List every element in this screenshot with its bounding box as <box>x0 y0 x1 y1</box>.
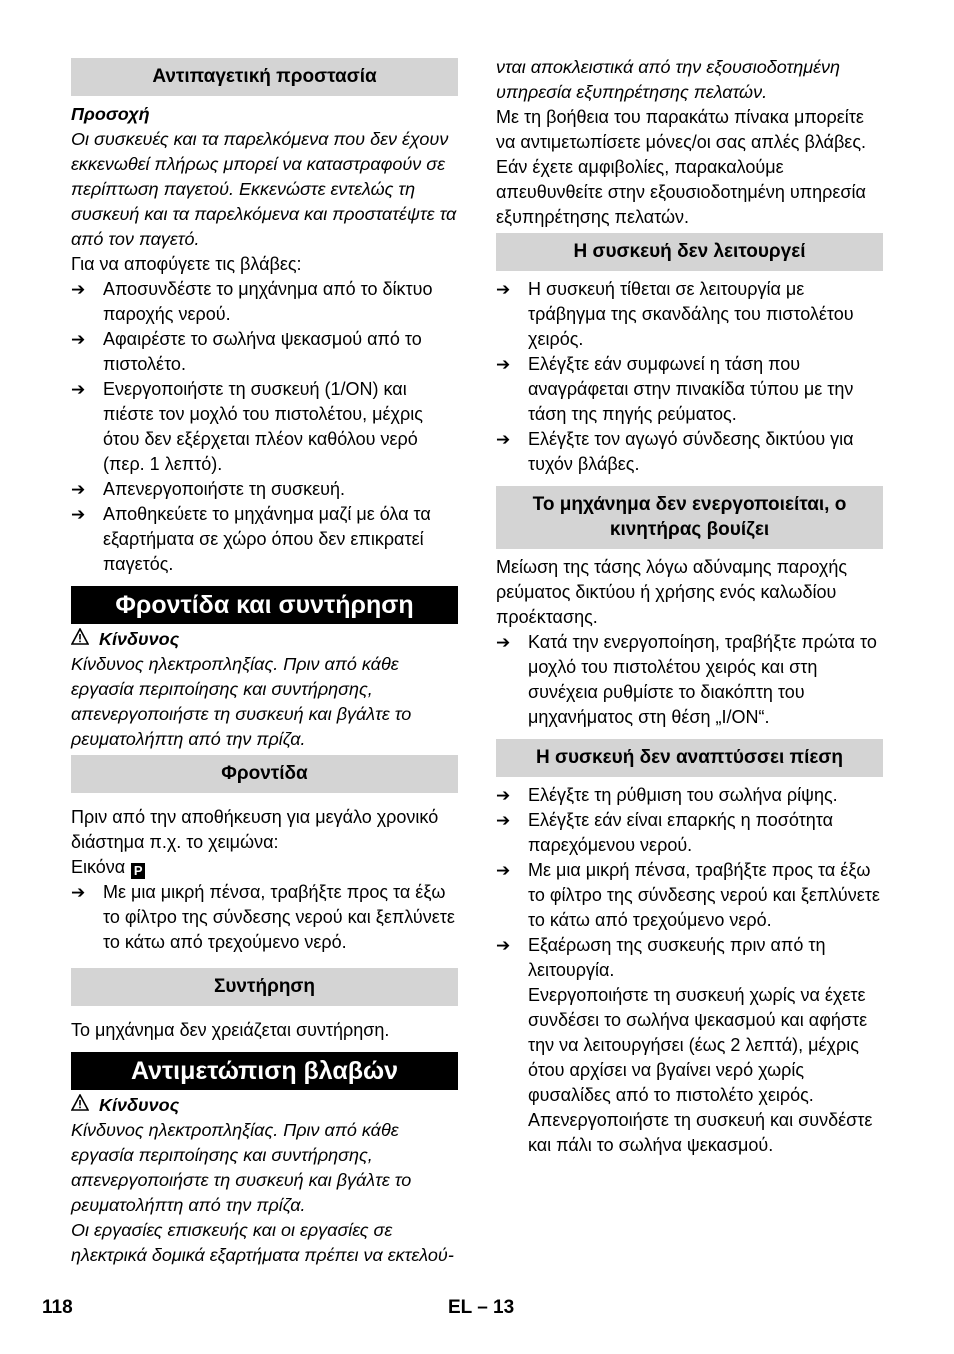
page-number: 118 <box>42 1297 73 1318</box>
danger-label: Κίνδυνος <box>71 627 458 652</box>
list-item: ➔ Ελέγξτε εάν είναι επαρκής η ποσότητα παρεχόμενου νερού. <box>496 810 834 855</box>
avoid-intro: Για να αποφύγετε τις βλάβες: <box>71 254 302 274</box>
list-item: ➔ Αποθηκεύετε το μηχάνημα μαζί με όλα τα εξαρτήματα σε χώρο όπου δεν επικρατεί παγετός. <box>71 504 431 574</box>
warning-triangle-icon <box>71 1093 89 1118</box>
caution-text: Οι συσκευές και τα παρελκόμενα που δεν έχουν εκκενωθεί πλήρως μπορεί να καταστραφούν σε περίπτωση παγετού. Εκκενώστε εντελώς τη συσκευή και τα παρελκόμενα και προστατέψτε τα από τον παγετό. <box>71 129 457 249</box>
heading-care: Φροντίδα <box>71 755 458 793</box>
hum-text: Μείωση της τάσης λόγω αδύναμης παροχής ρεύματος δικτύου ή χρήσης ενός καλωδίου προέκτασης. <box>496 557 848 627</box>
list-item: ➔ Εξαέρωση της συσκευής πριν από τη λειτουργία. <box>496 935 826 980</box>
arrow-right-icon: ➔ <box>496 430 511 449</box>
list-item: ➔ Ελέγξτε τη ρύθμιση του σωλήνα ρίψης. <box>496 783 883 808</box>
doubt-text: Εάν έχετε αμφιβολίες, παρακαλούμε απευθυνθείτε στην εξουσιοδοτημένη υπηρεσία εξυπηρέτησης πελατών. <box>496 157 866 227</box>
left-column <box>71 55 458 1268</box>
arrow-right-icon: ➔ <box>496 811 511 830</box>
hum-steps <box>496 630 883 730</box>
language-page-label: EL – 13 <box>448 1297 515 1318</box>
arrow-right-icon: ➔ <box>496 861 511 880</box>
arrow-right-icon: ➔ <box>496 786 511 805</box>
arrow-right-icon: ➔ <box>496 280 511 299</box>
danger-label-2: Κίνδυνος <box>71 1093 458 1118</box>
list-item: ➔ Αφαιρέστε το σωλήνα ψεκασμού από το πιστολέτο. <box>71 329 422 374</box>
list-item: ➔ Με μια μικρή πένσα, τραβήξτε προς τα έξω το φίλτρο της σύνδεσης νερού και ξεπλύνετε το κάτω από τρεχούμενο νερό. <box>496 860 880 930</box>
list-item: ➔ Με μια μικρή πένσα, τραβήξτε προς τα έξω το φίλτρο της σύνδεσης νερού και ξεπλύνετε το κάτω από τρεχούμενο νερό. <box>71 882 455 952</box>
repair-text-part2: νται αποκλειστικά από την εξουσιοδοτημένη υπηρεσία εξυπηρέτησης πελατών. <box>496 57 841 102</box>
list-item: ➔ Κατά την ενεργοποίηση, τραβήξτε πρώτα το μοχλό του πιστολέτου χειρός και στη συνέχεια ρυθμίστε το διακόπτη του μηχανήματος στη θέση „I/ON“. <box>496 632 877 727</box>
arrow-right-icon: ➔ <box>71 480 86 499</box>
list-item: ➔ Απενεργοποιήστε τη συσκευή. <box>71 477 458 502</box>
list-item: ➔ Η συσκευή τίθεται σε λειτουργία με τράβηγμα της σκανδάλης του πιστολέτου χειρός. <box>496 279 854 349</box>
arrow-right-icon: ➔ <box>496 355 511 374</box>
bleed-text: Ενεργοποιήστε τη συσκευή χωρίς να έχετε συνδέσει το σωλήνα ψεκασμού και αφήστε την να λειτουργήσει (έως 2 λεπτά), μέχρις ότου αρχίσει να βγαίνει νερό χωρίς φυσαλίδες από το πιστολέτο χειρός. Απενεργοποιήστε τη συσκευή και συνδέστε και πάλι το σωλήνα ψεκασμού. <box>528 985 873 1155</box>
arrow-right-icon: ➔ <box>71 380 86 399</box>
warning-triangle-icon <box>71 627 89 652</box>
arrow-right-icon: ➔ <box>71 280 86 299</box>
figure-ref: Εικόνα P <box>71 855 458 880</box>
caution-label: Προσοχή <box>71 104 150 124</box>
heading-antifreeze: Αντιπαγετική προστασία <box>71 58 458 96</box>
list-item: ➔ Αποσυνδέστε το μηχάνημα από το δίκτυο παροχής νερού. <box>71 279 433 324</box>
arrow-right-icon: ➔ <box>71 505 86 524</box>
heading-not-working: Η συσκευή δεν λειτουργεί <box>496 233 883 271</box>
heading-care-maintenance: Φροντίδα και συντήρηση <box>71 586 458 624</box>
not-working-steps <box>496 277 883 477</box>
table-text: Με τη βοήθεια του παρακάτω πίνακα μπορείτε να αντιμετωπίσετε μόνες/οι σας απλές βλάβες. <box>496 107 867 152</box>
list-item: ➔ Ελέγξτε τον αγωγό σύνδεσης δικτύου για τυχόν βλάβες. <box>496 429 854 474</box>
care-text: Πριν από την αποθήκευση για μεγάλο χρονικό διάστημα π.χ. το χειμώνα: <box>71 807 439 852</box>
figure-p-icon: P <box>131 863 145 879</box>
arrow-right-icon: ➔ <box>71 883 86 902</box>
list-item: ➔ Ελέγξτε εάν συμφωνεί η τάση που αναγράφεται στην πινακίδα τύπου με την τάση της πηγής ρεύματος. <box>496 354 854 424</box>
arrow-right-icon: ➔ <box>71 330 86 349</box>
antifreeze-steps <box>71 277 458 577</box>
repair-text-part1: Οι εργασίες επισκευής και οι εργασίες σε ηλεκτρικά δομικά εξαρτήματα πρέπει να εκτελού- <box>71 1220 454 1265</box>
right-column <box>496 55 883 1158</box>
list-item: ➔ Ενεργοποιήστε τη συσκευή (1/ON) και πιέστε τον μοχλό του πιστολέτου, μέχρις ότου δεν εξέρχεται πλέον καθόλου νερό (περ. 1 λεπτό). <box>71 379 423 474</box>
heading-motor-hum: Το μηχάνημα δεν ενεργοποιείται, ο κινητήρας βουίζει <box>496 486 883 549</box>
heading-no-pressure: Η συσκευή δεν αναπτύσσει πίεση <box>496 739 883 777</box>
heading-maintenance: Συντήρηση <box>71 968 458 1006</box>
care-steps <box>71 880 458 955</box>
heading-troubleshooting: Αντιμετώπιση βλαβών <box>71 1052 458 1090</box>
maintenance-text: Το μηχάνημα δεν χρειάζεται συντήρηση. <box>71 1020 390 1040</box>
pressure-steps <box>496 783 883 983</box>
danger-text-2: Κίνδυνος ηλεκτροπληξίας. Πριν από κάθε εργασία περιποίησης και συντήρησης, απενεργοποιήστε τη συσκευή και βγάλτε το ρευματολήπτη από την πρίζα. <box>71 1120 412 1215</box>
arrow-right-icon: ➔ <box>496 936 511 955</box>
arrow-right-icon: ➔ <box>496 633 511 652</box>
danger-text: Κίνδυνος ηλεκτροπληξίας. Πριν από κάθε εργασία περιποίησης και συντήρησης, απενεργοποιήστε τη συσκευή και βγάλτε το ρευματολήπτη από την πρίζα. <box>71 654 412 749</box>
